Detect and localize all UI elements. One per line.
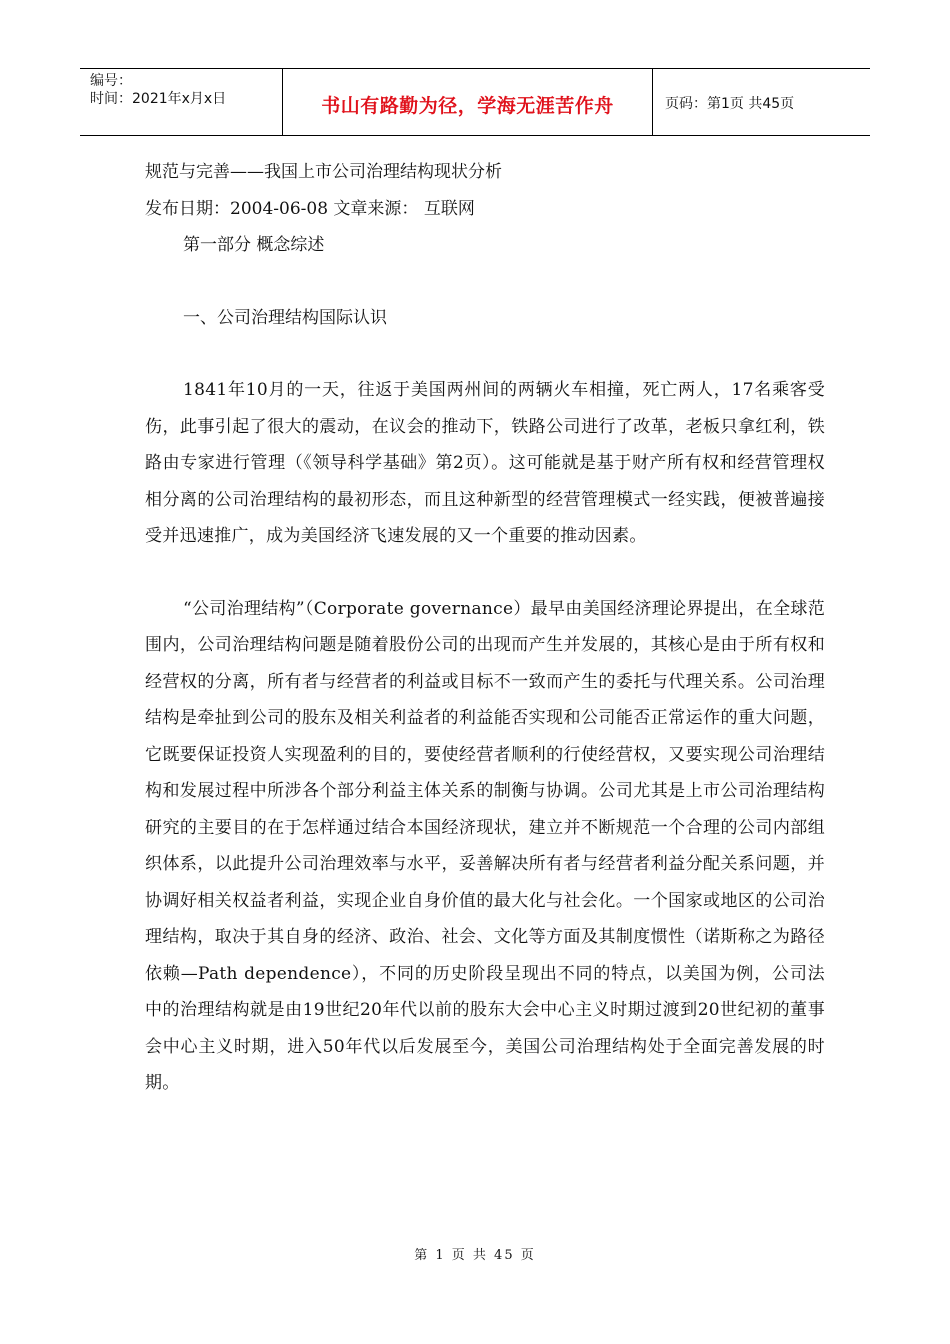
article-meta: 发布日期：2004-06-08 文章来源： 互联网 bbox=[145, 198, 475, 219]
article-body bbox=[145, 154, 825, 1102]
document-header bbox=[80, 68, 870, 136]
footer-page-number: 第 1 页 共 45 页 bbox=[414, 1248, 536, 1263]
header-meta-cell bbox=[80, 69, 283, 135]
page-footer bbox=[0, 1244, 950, 1263]
motto-text: 书山有路勤为径，学海无涯苦作舟 bbox=[321, 94, 614, 117]
header-page-cell bbox=[653, 69, 870, 135]
serial-number-label: 编号： bbox=[90, 73, 132, 89]
header-motto-cell bbox=[283, 69, 653, 135]
spacer bbox=[145, 555, 825, 591]
paragraph-2: “公司治理结构”（Corporate governance）最早由美国经济理论界提出，在全球范围内，公司治理结构问题是随着股份公司的出现而产生并发展的，其核心是由于所有权和经营权的分离，所有者与经营者的利益或目标不一致而产生的委托与代理关系。公司治理结构是牵扯到公司的股东及相关利益者的利益能否实现和公司能否正常运作的重大问题，它既要保证投资人实现盈利的目的，要使经营者顺利的行使经营权，又要实现公司治理结构和发展过程中所涉各个部分利益主体关系的制衡与协调。公司尤其是上市公司治理结构研究的主要目的在于怎样通过结合本国经济现状，建立并不断规范一个合理的公司内部组织体系，以此提升公司治理效率与水平，妥善解决所有者与经营者利益分配关系问题，并协调好相关权益者利益，实现企业自身价值的最大化与社会化。一个国家或地区的公司治理结构，取决于其自身的经济、政治、社会、文化等方面及其制度惯性（诺斯称之为路径依赖—Path dependence），不同的历史阶段呈现出不同的特点，以美国为例，公司法中的治理结构就是由19世纪20年代以前的股东大会中心主义时期过渡到20世纪初的董事会中心主义时期，进入50年代以后发展至今，美国公司治理结构处于全面完善发展的时期。 bbox=[145, 598, 825, 1093]
section-heading: 一、公司治理结构国际认识 bbox=[183, 307, 387, 328]
spacer bbox=[145, 264, 825, 300]
paragraph-1: 1841年10月的一天，往返于美国两州间的两辆火车相撞，死亡两人，17名乘客受伤，此事引起了很大的震动，在议会的推动下，铁路公司进行了改革，老板只拿红利，铁路由专家进行管理（《领导科学基础》第2页）。这可能就是基于财产所有权和经营管理权相分离的公司治理结构的最初形态，而且这种新型的经营管理模式一经实践，便被普遍接受并迅速推广，成为美国经济飞速发展的又一个重要的推动因素。 bbox=[145, 380, 825, 546]
article-title: 规范与完善——我国上市公司治理结构现状分析 bbox=[145, 162, 502, 182]
part-heading: 第一部分 概念综述 bbox=[183, 235, 325, 255]
page-info: 页码：第1页 共45页 bbox=[665, 96, 795, 112]
time-label: 时间：2021年x月x日 bbox=[90, 91, 227, 107]
spacer bbox=[145, 336, 825, 372]
